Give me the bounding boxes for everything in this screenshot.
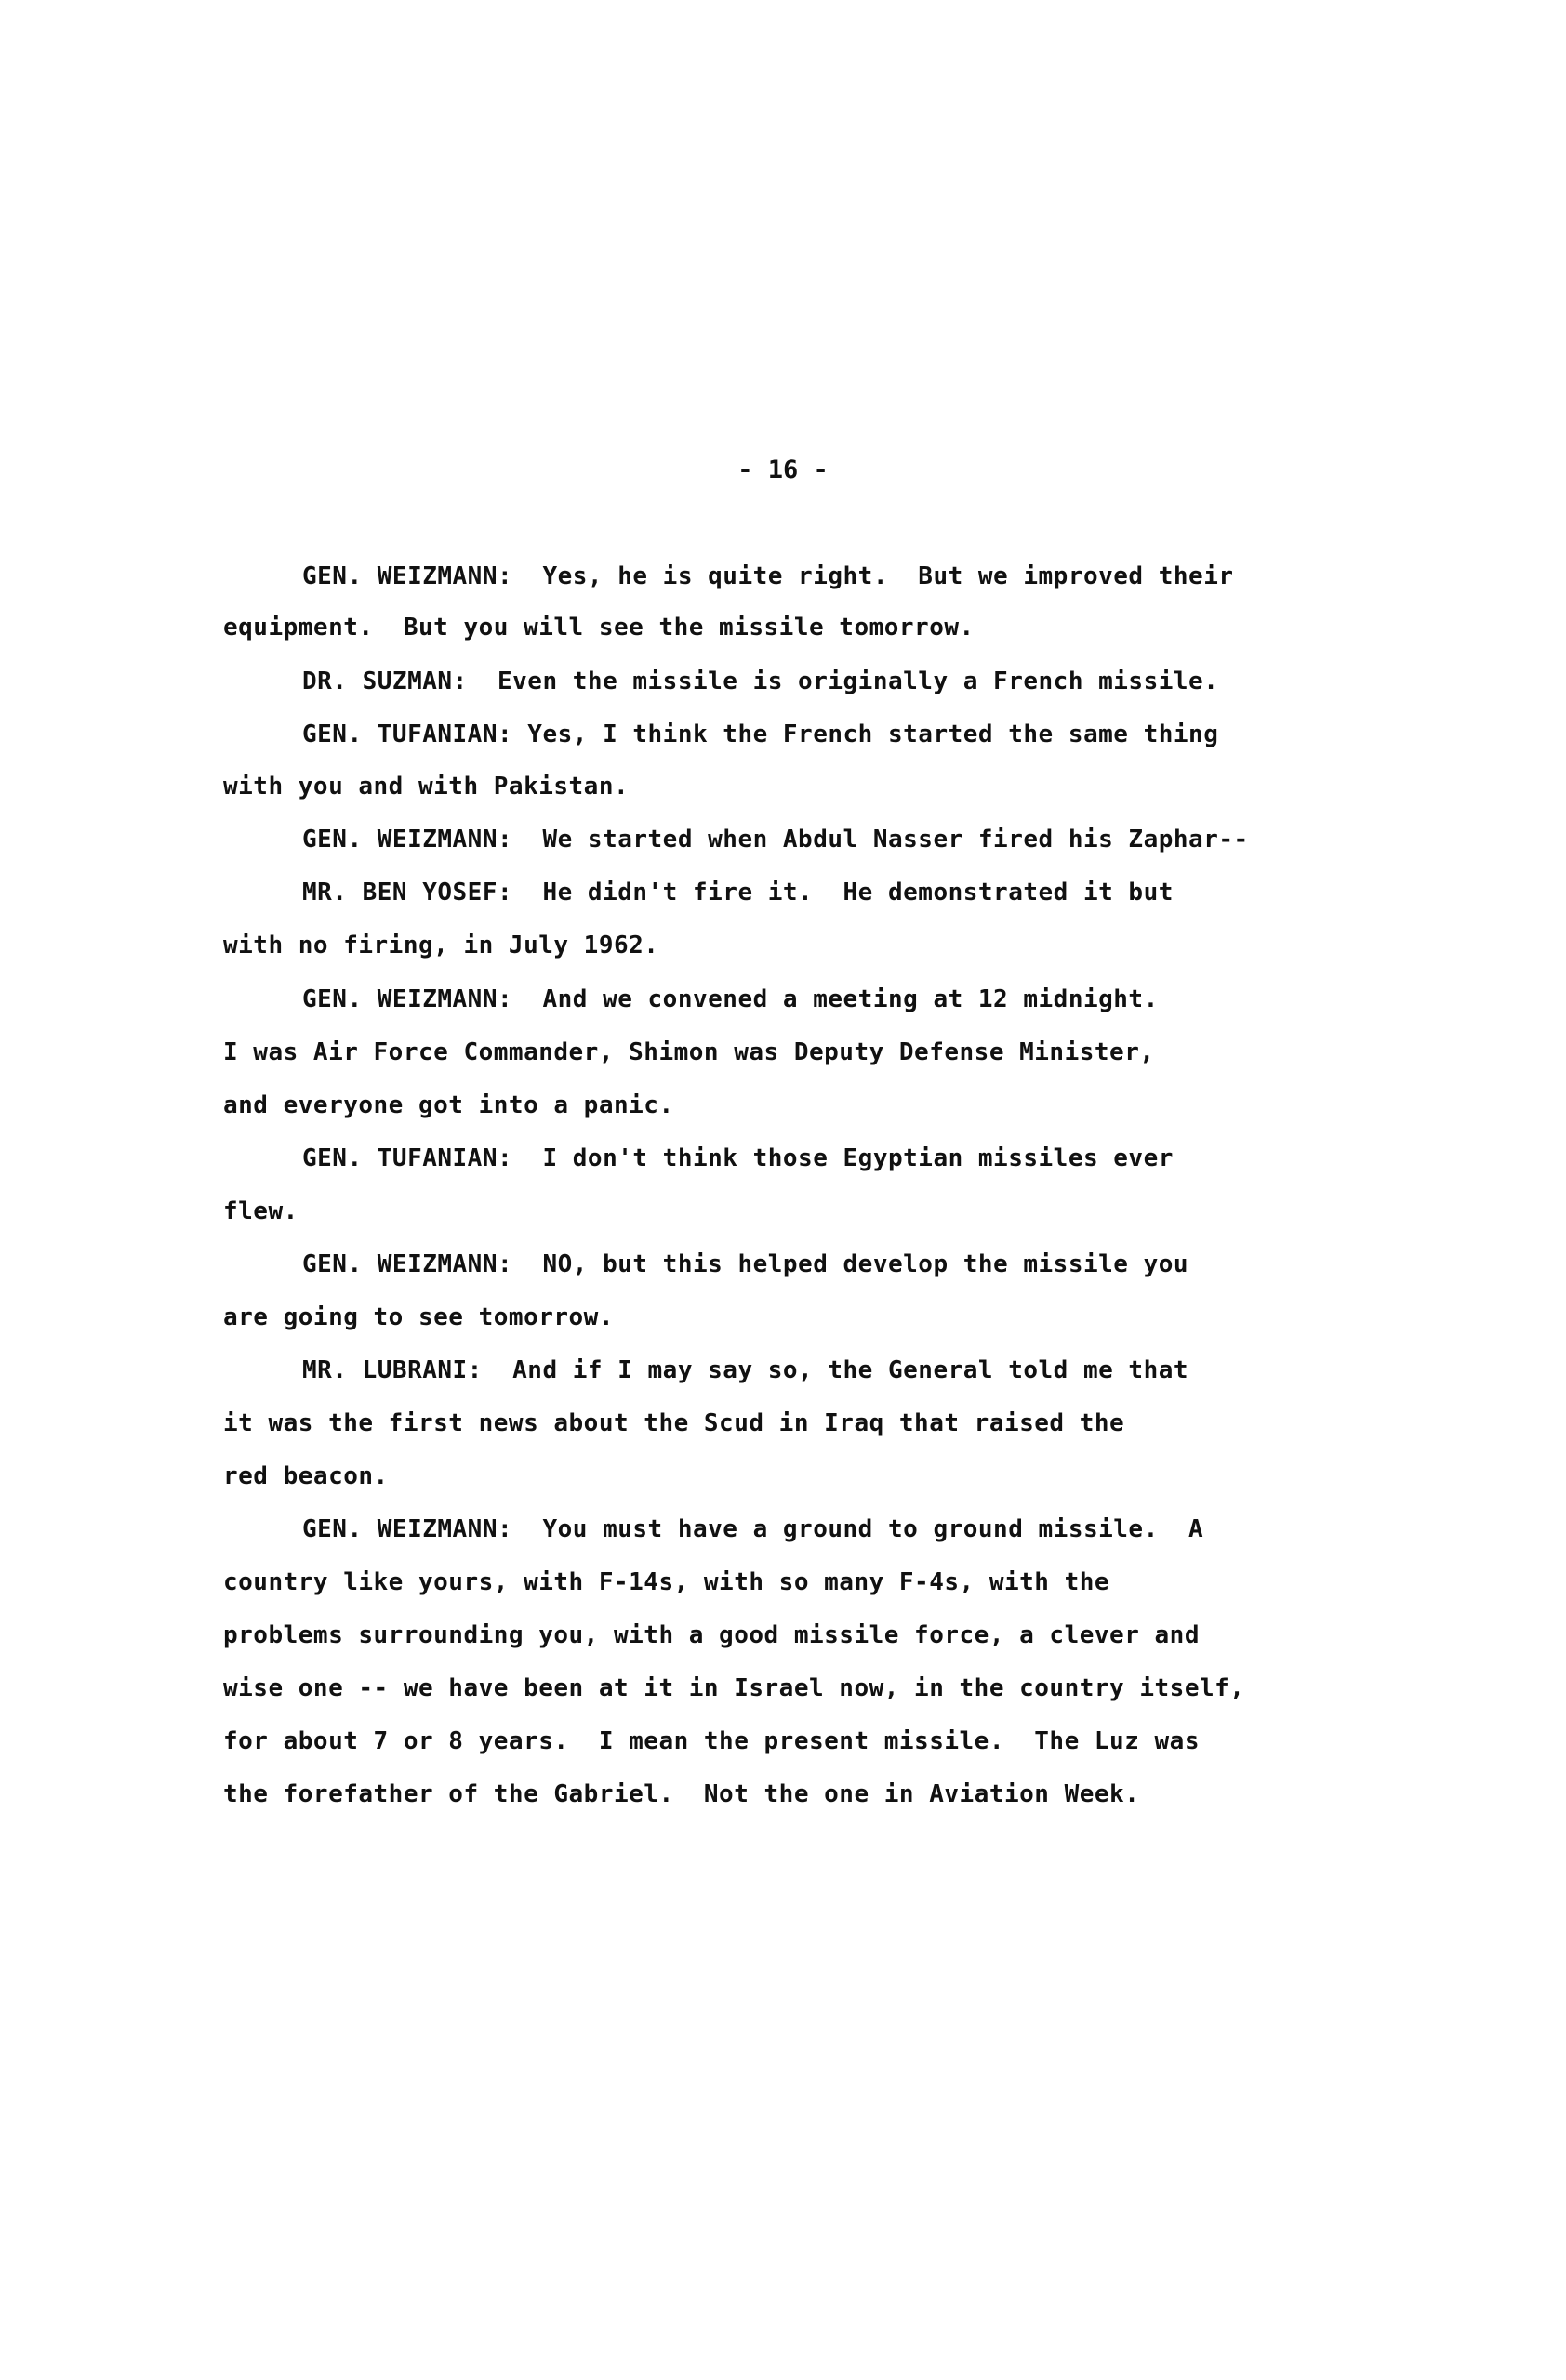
transcript-line: MR. LUBRANI: And if I may say so, the General told me that bbox=[302, 1356, 1189, 1384]
transcript-line: red beacon. bbox=[223, 1462, 389, 1490]
transcript-line: problems surrounding you, with a good missile force, a clever and bbox=[223, 1621, 1200, 1649]
transcript-line: country like yours, with F-14s, with so many F-4s, with the bbox=[223, 1568, 1110, 1596]
transcript-line: it was the first news about the Scud in Iraq that raised the bbox=[223, 1409, 1125, 1437]
transcript-line: wise one -- we have been at it in Israel now, in the country itself, bbox=[223, 1674, 1245, 1702]
transcript-line: I was Air Force Commander, Shimon was Deputy Defense Minister, bbox=[223, 1038, 1155, 1066]
transcript-line: are going to see tomorrow. bbox=[223, 1303, 614, 1331]
transcript-line: equipment. But you will see the missile tomorrow. bbox=[223, 614, 975, 641]
transcript-line: GEN. WEIZMANN: You must have a ground to ground missile. A bbox=[302, 1515, 1204, 1543]
page-number: - 16 - bbox=[737, 456, 829, 484]
transcript-line: GEN. WEIZMANN: We started when Abdul Nasser fired his Zaphar-- bbox=[302, 826, 1249, 853]
transcript-line: with you and with Pakistan. bbox=[223, 773, 630, 800]
transcript-line: GEN. TUFANIAN: I don't think those Egyptian missiles ever bbox=[302, 1144, 1174, 1172]
transcript-line: GEN. WEIZMANN: Yes, he is quite right. But we improved their bbox=[302, 562, 1234, 590]
transcript-line: flew. bbox=[223, 1197, 299, 1225]
transcript-line: GEN. WEIZMANN: And we convened a meeting at 12 midnight. bbox=[302, 985, 1159, 1013]
transcript-line: the forefather of the Gabriel. Not the one in Aviation Week. bbox=[223, 1780, 1140, 1808]
transcript-line: GEN. WEIZMANN: NO, but this helped develop the missile you bbox=[302, 1250, 1189, 1278]
transcript-line: GEN. TUFANIAN: Yes, I think the French started the same thing bbox=[302, 721, 1219, 748]
transcript-line: with no firing, in July 1962. bbox=[223, 932, 659, 959]
transcript-line: MR. BEN YOSEF: He didn't fire it. He demonstrated it but bbox=[302, 879, 1174, 906]
transcript-line: for about 7 or 8 years. I mean the present missile. The Luz was bbox=[223, 1727, 1200, 1755]
transcript-line: and everyone got into a panic. bbox=[223, 1091, 674, 1119]
transcript-line: DR. SUZMAN: Even the missile is originally a French missile. bbox=[302, 668, 1219, 695]
